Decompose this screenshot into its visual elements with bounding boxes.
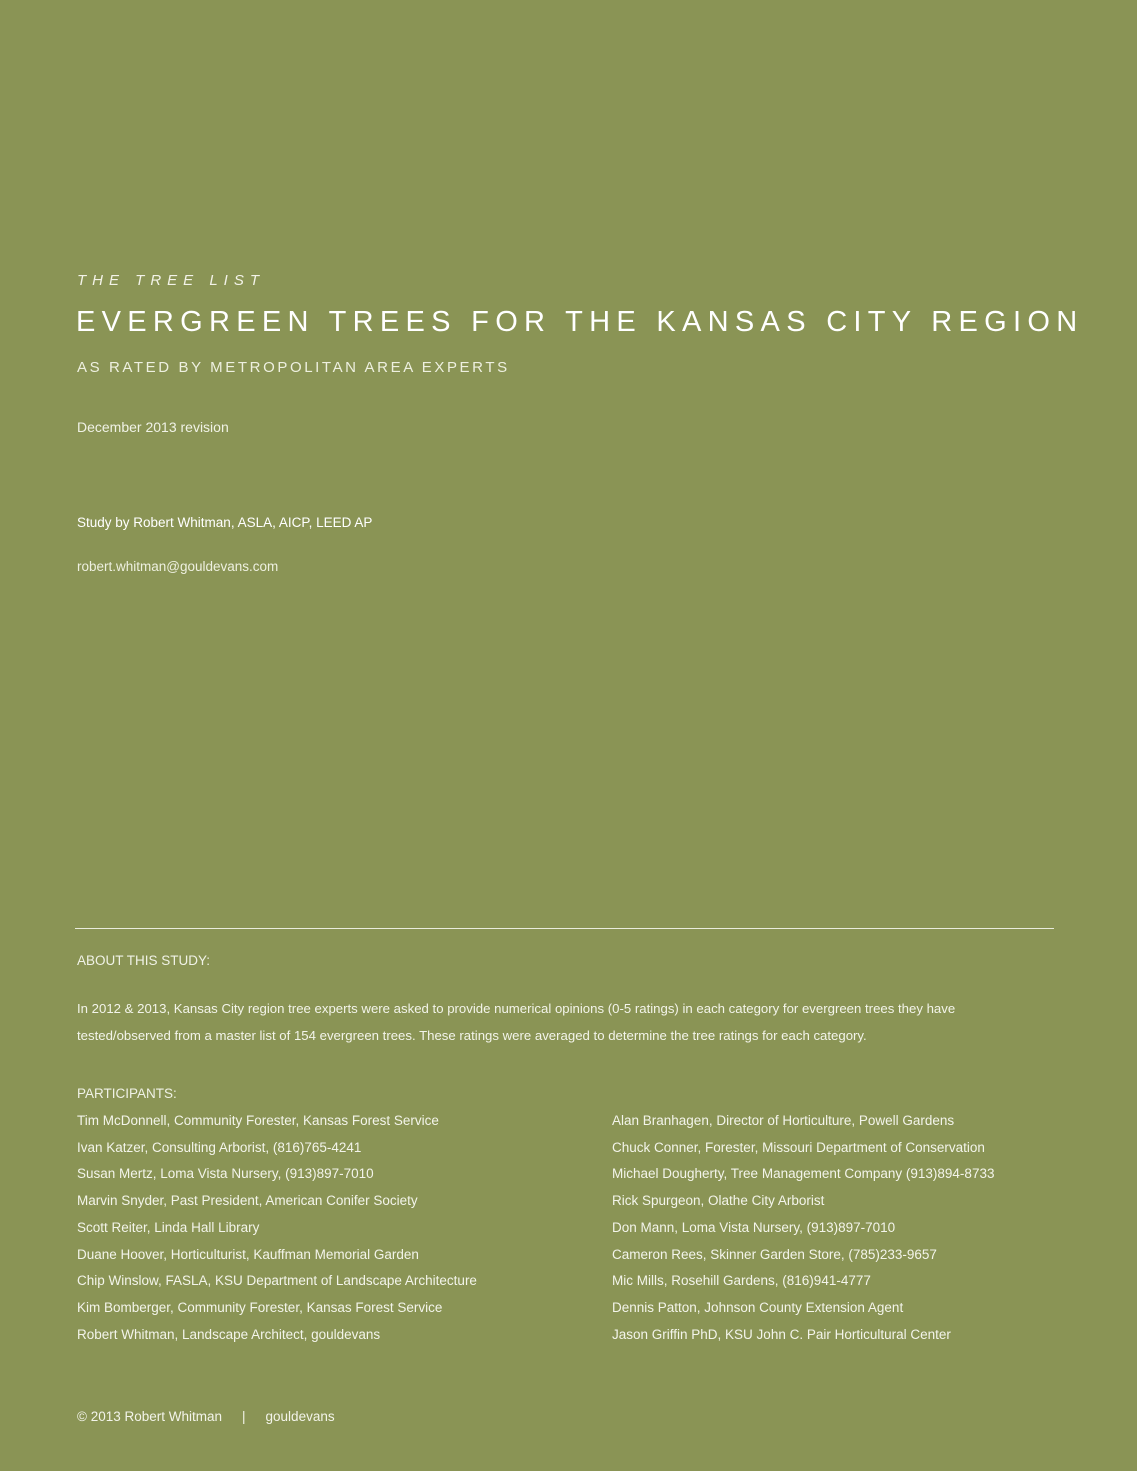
participant-item: Mic Mills, Rosehill Gardens, (816)941-4777 <box>612 1273 871 1289</box>
participant-item: Michael Dougherty, Tree Management Company (913)894-8733 <box>612 1166 995 1182</box>
participant-item: Ivan Katzer, Consulting Arborist, (816)765-4241 <box>77 1139 362 1155</box>
author-email: robert.whitman@gouldevans.com <box>77 559 279 574</box>
footer-separator: | <box>242 1409 246 1424</box>
participants-list-left <box>77 1108 587 1348</box>
participant-item: Scott Reiter, Linda Hall Library <box>77 1219 260 1235</box>
participant-item: Kim Bomberger, Community Forester, Kansas Forest Service <box>77 1299 443 1315</box>
revision-date: December 2013 revision <box>77 419 229 435</box>
participant-item: Jason Griffin PhD, KSU John C. Pair Horticultural Center <box>612 1326 951 1342</box>
participant-item: Chuck Conner, Forester, Missouri Department of Conservation <box>612 1139 985 1155</box>
section-divider <box>75 928 1054 929</box>
copyright-text: © 2013 Robert Whitman <box>77 1409 223 1424</box>
participant-item: Alan Branhagen, Director of Horticulture, Powell Gardens <box>612 1113 955 1128</box>
participant-item: Rick Spurgeon, Olathe City Arborist <box>612 1193 825 1209</box>
about-heading: ABOUT THIS STUDY: <box>77 953 211 968</box>
participant-item: Duane Hoover, Horticulturist, Kauffman Memorial Garden <box>77 1246 419 1262</box>
participant-item: Don Mann, Loma Vista Nursery, (913)897-7010 <box>612 1219 896 1235</box>
firm-name: gouldevans <box>265 1409 335 1424</box>
participants-heading: PARTICIPANTS: <box>77 1086 177 1101</box>
participant-item: Susan Mertz, Loma Vista Nursery, (913)897-7010 <box>77 1166 374 1182</box>
participant-item: Chip Winslow, FASLA, KSU Department of Landscape Architecture <box>77 1273 477 1289</box>
page-footer <box>77 1409 335 1424</box>
participant-item: Cameron Rees, Skinner Garden Store, (785)233-9657 <box>612 1246 937 1262</box>
about-paragraph: In 2012 & 2013, Kansas City region tree experts were asked to provide numerical opinions (0-5 ratings) in each category for evergreen trees they have tested/observed from a master list of 154 evergreen trees. These ratings were averaged to determine the tree ratings for each category. <box>77 1001 956 1043</box>
author-byline: Study by Robert Whitman, ASLA, AICP, LEED AP <box>77 515 373 530</box>
participants-list-right <box>612 1108 1112 1348</box>
participant-item: Tim McDonnell, Community Forester, Kansas Forest Service <box>77 1113 439 1128</box>
page-subtitle: AS RATED BY METROPOLITAN AREA EXPERTS <box>77 359 510 376</box>
participant-item: Robert Whitman, Landscape Architect, gouldevans <box>77 1326 381 1342</box>
page-title: EVERGREEN TREES FOR THE KANSAS CITY REGION <box>76 306 1084 338</box>
participant-item: Dennis Patton, Johnson County Extension Agent <box>612 1299 904 1315</box>
series-kicker: THE TREE LIST <box>77 272 266 289</box>
participant-item: Marvin Snyder, Past President, American Conifer Society <box>77 1193 418 1209</box>
